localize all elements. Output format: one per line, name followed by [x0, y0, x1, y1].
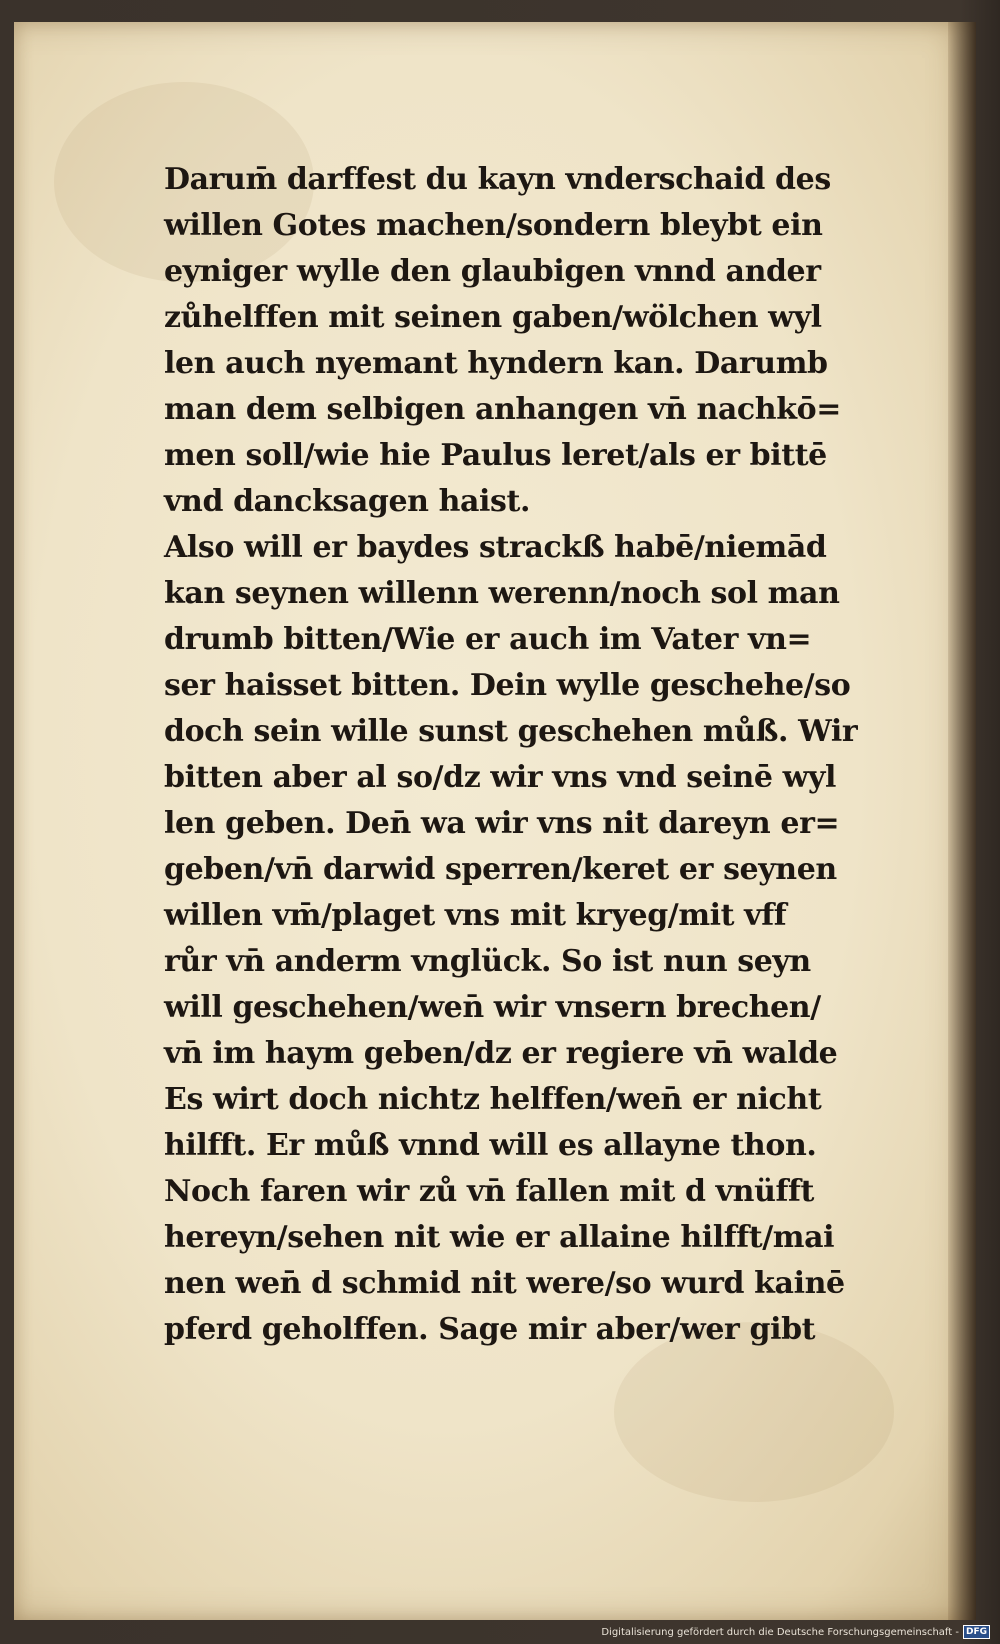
- text-line: len auch nyemant hyndern kan. Darumb: [164, 346, 828, 381]
- text-line: man dem selbigen anhangen vn̄ nachkō=: [164, 392, 841, 427]
- text-line: doch sein wille sunst geschehen můß. Wir: [164, 714, 858, 749]
- text-line: ser haisset bitten. Dein wylle geschehe/so: [164, 668, 851, 703]
- text-line: Darum̄ darffest du kayn vnderschaid des: [164, 162, 831, 197]
- text-line: bitten aber al so/dz wir vns vnd seinē wyl: [164, 760, 837, 795]
- printed-text-block: [164, 157, 904, 1353]
- text-line: len geben. Den̄ wa wir vns nit dareyn er=: [164, 806, 840, 841]
- text-line: Es wirt doch nichtz helffen/wen̄ er nicht: [164, 1082, 822, 1117]
- text-line: men soll/wie hie Paulus leret/als er bittē: [164, 438, 827, 473]
- text-line: willen Gotes machen/sondern bleybt ein: [164, 208, 823, 243]
- page-gutter: [948, 22, 976, 1620]
- book-page: [14, 22, 976, 1620]
- text-line: Noch faren wir zů vn̄ fallen mit d vnüfft: [164, 1174, 814, 1209]
- text-line: pferd geholffen. Sage mir aber/wer gibt: [164, 1312, 816, 1347]
- text-line: vnd dancksagen haist.: [164, 484, 531, 519]
- text-line: eyniger wylle den glaubigen vnnd ander: [164, 254, 821, 289]
- text-line: růr vn̄ anderm vnglück. So ist nun seyn: [164, 944, 811, 979]
- text-line: vn̄ im haym geben/dz er regiere vn̄ walde: [164, 1036, 838, 1071]
- text-line: geben/vn̄ darwid sperren/keret er seynen: [164, 852, 837, 887]
- text-line: hereyn/sehen nit wie er allaine hilfft/mai: [164, 1220, 835, 1255]
- text-line: Also will er baydes strackß habē/niemād: [164, 530, 827, 565]
- footer-credit: Digitalisierung gefördert durch die Deutsche Forschungsgemeinschaft -: [601, 1626, 959, 1638]
- digitization-footer: [601, 1624, 990, 1640]
- text-line: drumb bitten/Wie er auch im Vater vn=: [164, 622, 812, 657]
- text-line: willen vm̄/plaget vns mit kryeg/mit vff: [164, 898, 787, 933]
- text-line: zůhelffen mit seinen gaben/wölchen wyl: [164, 300, 822, 335]
- text-line: will geschehen/wen̄ wir vnsern brechen/: [164, 990, 821, 1025]
- text-line: kan seynen willenn werenn/noch sol man: [164, 576, 840, 611]
- dfg-logo: DFG: [963, 1625, 990, 1639]
- text-line: hilfft. Er můß vnnd will es allayne thon.: [164, 1128, 817, 1163]
- text-line: nen wen̄ d schmid nit were/so wurd kainē: [164, 1266, 845, 1301]
